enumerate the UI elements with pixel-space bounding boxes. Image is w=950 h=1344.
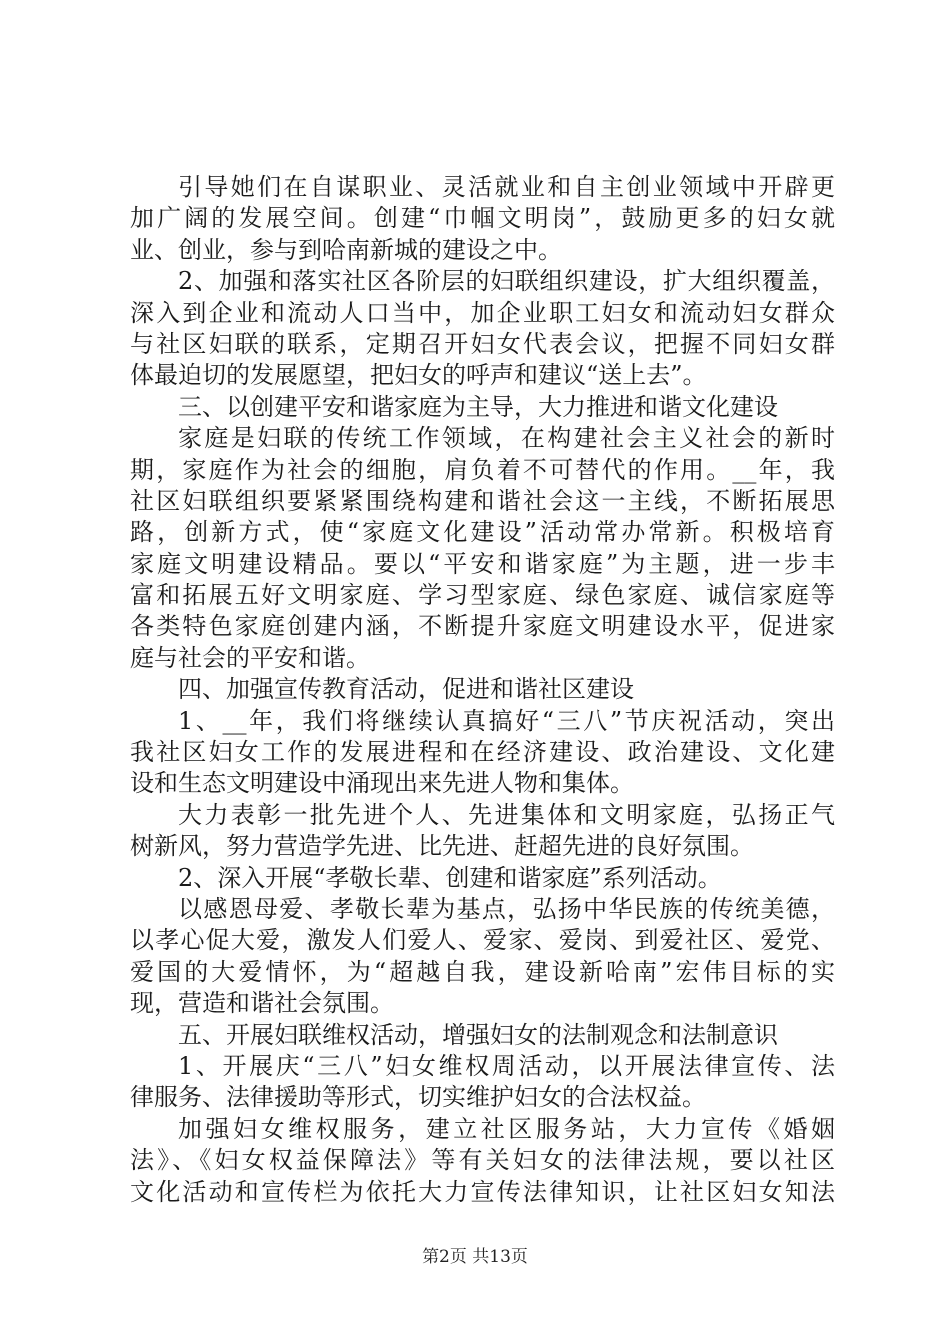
page-footer: 第2页 共13页: [422, 1247, 528, 1267]
text-line: 以孝心促大爱，激发人们爱人、爱家、爱岗、到爱社区、爱党、: [130, 926, 835, 955]
text-line: 以感恩母爱、孝敬长辈为基点，弘扬中华民族的传统美德，: [178, 894, 835, 923]
text-line: 富和拓展五好文明家庭、学习型家庭、绿色家庭、诚信家庭等: [130, 581, 835, 610]
text-line: 爱国的大爱情怀，为“超越自我，建设新哈南”宏伟目标的实: [130, 957, 835, 986]
text-line: 1、开展庆“三八”妇女维权周活动，以开展法律宣传、法: [178, 1051, 835, 1080]
text-line: 加广阔的发展空间。创建“巾帼文明岗”，鼓励更多的妇女就: [130, 204, 835, 233]
text-line: 法》、《妇女权益保障法》等有关妇女的法律法规，要以社区: [130, 1146, 835, 1175]
text-line: 现，营造和谐社会氛围。: [130, 989, 394, 1018]
text-line: 路，创新方式，使“家庭文化建设”活动常办常新。积极培育: [130, 518, 835, 547]
text-line: 我社区妇女工作的发展进程和在经济建设、政治建设、文化建: [130, 738, 835, 767]
text-line: 体最迫切的发展愿望，把妇女的呼声和建议“送上去”。: [130, 361, 707, 390]
text-line: 五、开展妇联维权活动，增强妇女的法制观念和法制意识: [178, 1020, 778, 1049]
text-line: 文化活动和宣传栏为依托大力宣传法律知识，让社区妇女知法: [130, 1177, 835, 1206]
text-line: 各类特色家庭创建内涵，不断提升家庭文明建设水平，促进家: [130, 612, 835, 641]
text-line: 2、加强和落实社区各阶层的妇联组织建设，扩大组织覆盖，: [178, 267, 835, 296]
text-line: 2、深入开展“孝敬长辈、创建和谐家庭”系列活动。: [178, 863, 722, 892]
text-line: 引导她们在自谋职业、灵活就业和自主创业领域中开辟更: [178, 173, 835, 201]
text-line: 与社区妇联的联系，定期召开妇女代表会议，把握不同妇女群: [130, 329, 835, 358]
text-line: 律服务、法律援助等形式，切实维护妇女的合法权益。: [130, 1083, 706, 1112]
text-line: 家庭文明建设精品。要以“平安和谐家庭”为主题，进一步丰: [130, 549, 835, 578]
text-line: 1、__年，我们将继续认真搞好“三八”节庆祝活动，突出: [178, 706, 835, 735]
text-line: 业、创业，参与到哈南新城的建设之中。: [130, 235, 562, 264]
text-line: 深入到企业和流动人口当中，加企业职工妇女和流动妇女群众: [130, 298, 835, 327]
text-line: 三、以创建平安和谐家庭为主导，大力推进和谐文化建设: [178, 392, 778, 421]
text-line: 期，家庭作为社会的细胞，肩负着不可替代的作用。__年，我: [130, 455, 835, 484]
text-line: 设和生态文明建设中涌现出来先进人物和集体。: [130, 769, 634, 798]
text-line: 庭与社会的平安和谐。: [130, 643, 370, 672]
document-body: [130, 172, 835, 1208]
text-line: 四、加强宣传教育活动，促进和谐社区建设: [178, 675, 634, 704]
text-line: 树新风，努力营造学先进、比先进、赶超先进的良好氛围。: [130, 832, 754, 861]
text-line: 家庭是妇联的传统工作领域，在构建社会主义社会的新时: [178, 424, 835, 453]
text-line: 加强妇女维权服务，建立社区服务站，大力宣传《婚姻: [178, 1114, 835, 1143]
text-line: 大力表彰一批先进个人、先进集体和文明家庭，弘扬正气: [178, 800, 835, 829]
text-line: 社区妇联组织要紧紧围绕构建和谐社会这一主线，不断拓展思: [130, 486, 835, 515]
